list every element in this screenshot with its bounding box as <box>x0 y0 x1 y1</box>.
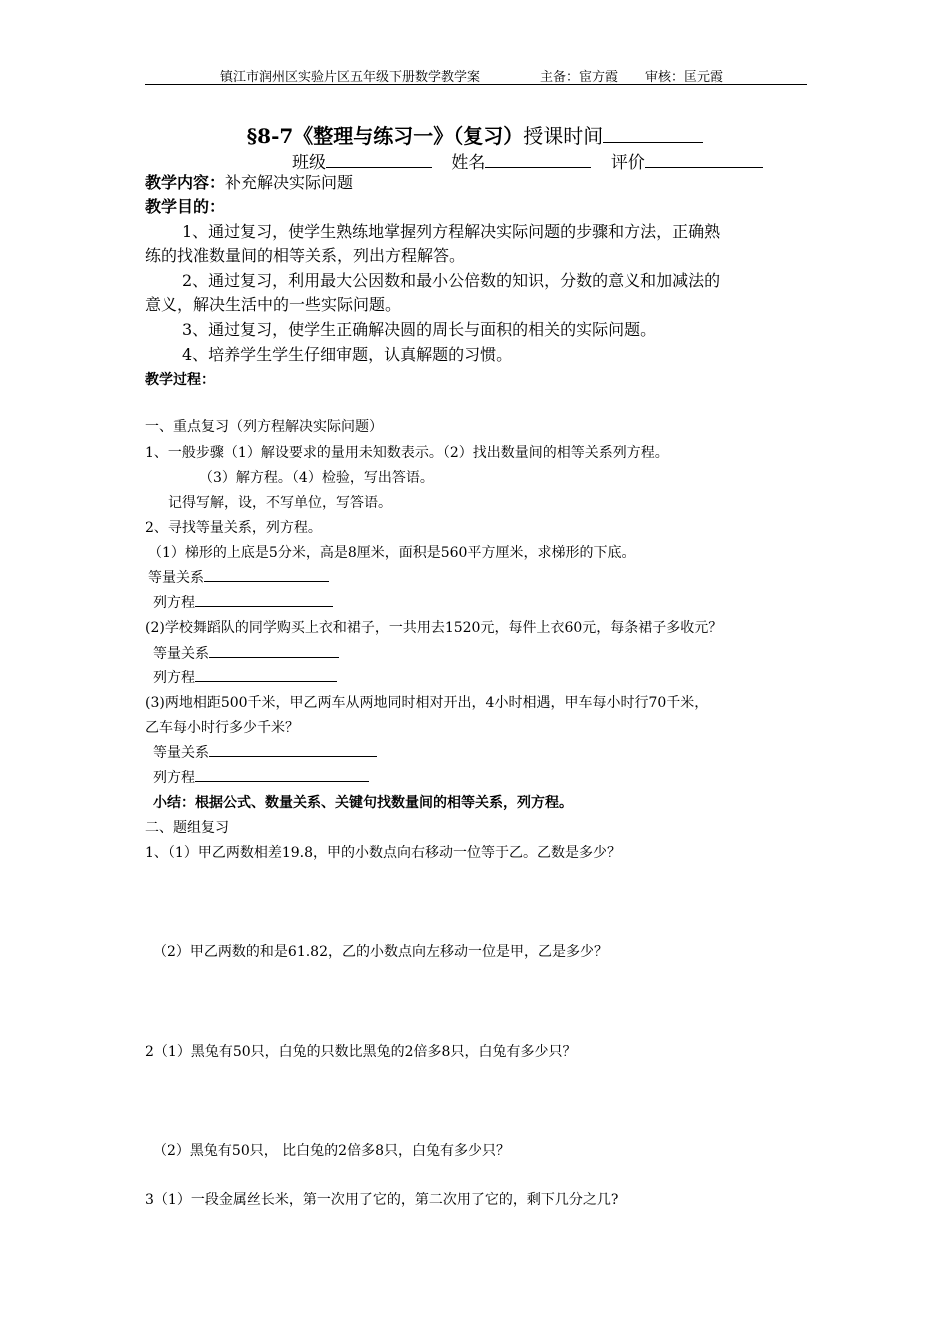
title-time-label: 授课时间 <box>523 124 604 148</box>
question-2: (2)学校舞蹈队的同学购买上衣和裙子，一共用去1520元，每件上衣60元，每条裙子多收元？ <box>145 620 723 636</box>
goal-4: 4、培养学生学生仔细审题，认真解题的习惯。 <box>182 345 513 364</box>
steps-line-2: （3）解方程。（4）检验，写出答语。 <box>199 470 434 486</box>
header-school: 镇江市润州区实验片区五年级下册数学教学案 <box>220 70 481 85</box>
page-header <box>145 64 807 85</box>
class-blank[interactable] <box>326 151 432 168</box>
problem-1-1: 1、（1）甲乙两数相差19.8，甲的小数点向右移动一位等于乙。乙数是多少？ <box>145 845 621 861</box>
q3-relation-label: 等量关系 <box>153 745 209 761</box>
summary: 小结：根据公式、数量关系、关键句找数量间的相等关系，列方程。 <box>153 795 573 811</box>
q1-relation-blank[interactable] <box>204 567 329 582</box>
info-row <box>292 148 763 173</box>
goal-2-line-1: 2、通过复习，利用最大公因数和最小公倍数的知识，分数的意义和加减法的 <box>182 271 721 290</box>
content-label: 教学内容： <box>145 173 226 192</box>
part2-heading: 二、题组复习 <box>145 820 229 836</box>
eval-label: 评价 <box>610 153 645 173</box>
content-value: 补充解决实际问题 <box>225 173 354 192</box>
header-reviewer: 审核：匡元霞 <box>645 70 724 85</box>
problem-2-1: 2（1）黑兔有50只，白兔的只数比黑兔的2倍多8只，白兔有多少只？ <box>145 1044 577 1060</box>
goals-label: 教学目的： <box>145 197 226 216</box>
q1-relation-label: 等量关系 <box>148 570 204 586</box>
q1-equation-row <box>153 592 333 612</box>
q3-equation-label: 列方程 <box>153 770 195 786</box>
q1-equation-label: 列方程 <box>153 595 195 611</box>
time-blank[interactable] <box>603 122 703 143</box>
goal-1-line-2: 练的找准数量间的相等关系，列出方程解答。 <box>145 246 466 265</box>
class-label: 班级 <box>292 153 326 173</box>
goal-1-line-1: 1、通过复习，使学生熟练地掌握列方程解决实际问题的步骤和方法，正确熟 <box>182 222 721 241</box>
name-blank[interactable] <box>485 151 591 168</box>
q1-equation-blank[interactable] <box>195 592 333 607</box>
goal-3: 3、通过复习，使学生正确解决圆的周长与面积的相关的实际问题。 <box>182 320 657 339</box>
steps-line-1: 1、一般步骤（1）解设要求的量用未知数表示。（2）找出数量间的相等关系列方程。 <box>145 445 669 461</box>
find-relation-heading: 2、寻找等量关系，列方程。 <box>145 520 322 536</box>
q2-equation-row <box>153 667 337 687</box>
question-3-line-1: (3)两地相距500千米，甲乙两车从两地同时相对开出，4小时相遇，甲车每小时行70千米， <box>145 695 709 711</box>
q2-relation-blank[interactable] <box>209 643 339 658</box>
question-3-line-2: 乙车每小时行多少千米？ <box>145 720 299 736</box>
header-author: 主备：宦方霞 <box>540 70 619 85</box>
q2-equation-label: 列方程 <box>153 670 195 686</box>
problem-3-1: 3（1）一段金属丝长米，第一次用了它的，第二次用了它的，剩下几分之几? <box>145 1192 619 1208</box>
process-label: 教学过程： <box>145 372 215 388</box>
eval-blank[interactable] <box>645 151 763 168</box>
title-section: §8-7《整理与练习一》（复习） <box>246 124 524 148</box>
part1-heading: 一、重点复习（列方程解决实际问题） <box>145 419 383 435</box>
q2-relation-row <box>153 643 339 663</box>
q3-relation-row <box>153 742 377 762</box>
q1-relation-row <box>148 567 329 587</box>
q3-equation-blank[interactable] <box>195 767 369 782</box>
problem-1-2: （2）甲乙两数的和是61.82，乙的小数点向左移动一位是甲，乙是多少？ <box>153 944 608 960</box>
steps-reminder: 记得写解，设，不写单位，写答语。 <box>168 495 392 511</box>
page-title <box>0 120 950 149</box>
q2-relation-label: 等量关系 <box>153 646 209 662</box>
name-label: 姓名 <box>451 153 486 173</box>
goal-2-line-2: 意义，解决生活中的一些实际问题。 <box>145 295 402 314</box>
content-line <box>145 170 353 193</box>
q3-equation-row <box>153 767 369 787</box>
q2-equation-blank[interactable] <box>195 667 337 682</box>
problem-2-2: （2）黑兔有50只， 比白兔的2倍多8只，白兔有多少只？ <box>153 1143 510 1159</box>
q3-relation-blank[interactable] <box>209 742 377 757</box>
question-1: （1）梯形的上底是5分米，高是8厘米，面积是560平方厘米，求梯形的下底。 <box>148 545 636 561</box>
